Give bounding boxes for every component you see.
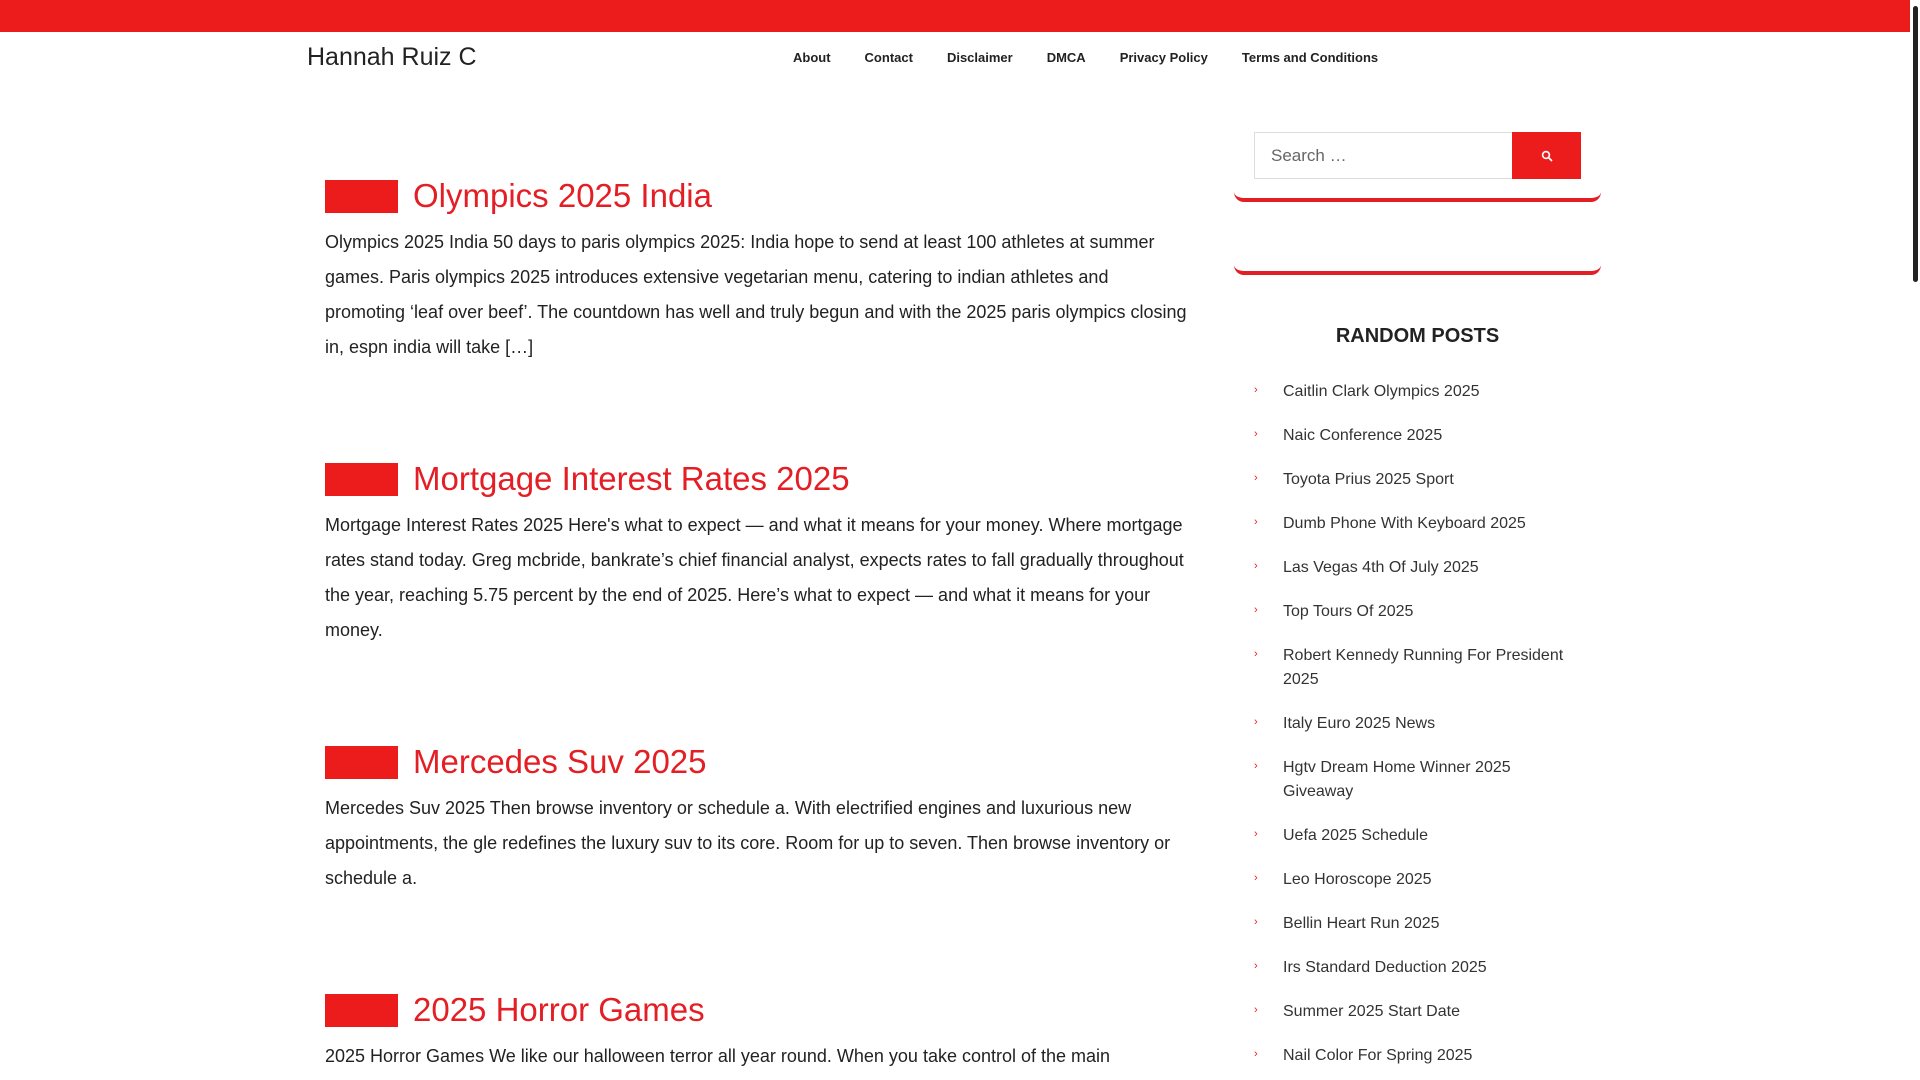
main-nav: [793, 50, 1378, 65]
random-post-item: [1254, 600, 1584, 624]
random-post-item: [1254, 756, 1584, 804]
site-header: [0, 32, 1910, 82]
category-badge[interactable]: [325, 463, 398, 496]
random-post-item: [1254, 468, 1584, 492]
chevron-right-icon: ›: [1254, 648, 1258, 660]
chevron-right-icon: ›: [1254, 472, 1258, 484]
random-post-item: [1254, 1000, 1584, 1024]
random-post-item: [1254, 380, 1584, 404]
scrollbar-thumb[interactable]: [1913, 6, 1918, 282]
random-post-item: [1254, 868, 1584, 892]
chevron-right-icon: ›: [1254, 960, 1258, 972]
post-item: [325, 742, 1190, 896]
random-post-item: [1254, 712, 1584, 736]
random-post-link[interactable]: Top Tours Of 2025: [1283, 603, 1414, 620]
post-title-link[interactable]: Mortgage Interest Rates 2025: [413, 460, 850, 497]
random-post-link[interactable]: Toyota Prius 2025 Sport: [1283, 471, 1454, 488]
random-post-link[interactable]: Robert Kennedy Running For President 2025: [1283, 647, 1564, 688]
nav-dmca[interactable]: DMCA: [1046, 50, 1086, 65]
random-post-link[interactable]: Hgtv Dream Home Winner 2025 Giveaway: [1283, 759, 1511, 800]
category-badge[interactable]: [325, 746, 398, 779]
random-post-link[interactable]: Naic Conference 2025: [1283, 427, 1443, 444]
nav-privacy-policy[interactable]: Privacy Policy: [1119, 50, 1208, 65]
post-item: [325, 459, 1190, 648]
random-post-link[interactable]: Uefa 2025 Schedule: [1283, 827, 1428, 844]
random-post-link[interactable]: Las Vegas 4th Of July 2025: [1283, 559, 1479, 576]
random-post-link[interactable]: Leo Horoscope 2025: [1283, 871, 1432, 888]
scrollbar[interactable]: [1910, 0, 1920, 1080]
chevron-right-icon: ›: [1254, 916, 1258, 928]
post-item: [325, 990, 1190, 1074]
chevron-right-icon: ›: [1254, 760, 1258, 772]
post-item: [325, 176, 1190, 365]
nav-contact[interactable]: Contact: [864, 50, 913, 65]
random-post-link[interactable]: Irs Standard Deduction 2025: [1283, 959, 1487, 976]
chevron-right-icon: ›: [1254, 428, 1258, 440]
chevron-right-icon: ›: [1254, 1048, 1258, 1060]
chevron-right-icon: ›: [1254, 384, 1258, 396]
nav-disclaimer[interactable]: Disclaimer: [946, 50, 1013, 65]
random-post-item: [1254, 1044, 1584, 1068]
random-post-item: [1254, 512, 1584, 536]
search-icon: [1541, 150, 1553, 162]
post-excerpt: Mercedes Suv 2025 Then browse inventory or schedule a. With electrified engines and luxurious new appointments, the gle redefines the luxury suv to its core. Room for up to seven. Then browse inventory or schedule a.: [325, 798, 1171, 888]
nav-terms-and-conditions[interactable]: Terms and Conditions: [1241, 50, 1379, 65]
random-post-link[interactable]: Italy Euro 2025 News: [1283, 715, 1436, 732]
chevron-right-icon: ›: [1254, 1004, 1258, 1016]
search-button[interactable]: [1512, 132, 1581, 179]
random-post-item: [1254, 824, 1584, 848]
random-post-link[interactable]: Bellin Heart Run 2025: [1283, 915, 1440, 932]
chevron-right-icon: ›: [1254, 604, 1258, 616]
category-badge[interactable]: [325, 994, 398, 1027]
post-excerpt: Olympics 2025 India 50 days to paris olympics 2025: India hope to send at least 100 athletes at summer games. Paris olympics 2025 introduces extensive vegetarian menu, catering to indian athletes and promoting ‘leaf over beef’. The countdown has well and truly begun and with the 2025 paris olympics closing in, espn india will take […]: [325, 232, 1187, 357]
random-post-link[interactable]: Summer 2025 Start Date: [1283, 1003, 1460, 1020]
random-post-link[interactable]: Nail Color For Spring 2025: [1283, 1047, 1473, 1064]
post-header: [325, 990, 1190, 1030]
empty-widget: [1234, 202, 1601, 275]
post-title-link[interactable]: 2025 Horror Games: [413, 991, 705, 1028]
random-post-item: [1254, 956, 1584, 980]
random-post-item: [1254, 556, 1584, 580]
category-badge[interactable]: [325, 180, 398, 213]
random-posts-heading: RANDOM POSTS: [1335, 325, 1500, 347]
post-header: [325, 742, 1190, 782]
site-title[interactable]: Hannah Ruiz C: [307, 43, 477, 71]
search-widget: [1234, 132, 1601, 202]
random-post-item: [1254, 644, 1584, 692]
random-post-item: [1254, 424, 1584, 448]
chevron-right-icon: ›: [1254, 560, 1258, 572]
random-post-link[interactable]: Caitlin Clark Olympics 2025: [1283, 383, 1480, 400]
post-excerpt: 2025 Horror Games We like our halloween terror all year round. When you take control of the main: [325, 1046, 1111, 1066]
chevron-right-icon: ›: [1254, 716, 1258, 728]
post-header: [325, 459, 1190, 499]
search-input[interactable]: [1254, 132, 1512, 179]
random-post-item: [1254, 912, 1584, 936]
chevron-right-icon: ›: [1254, 516, 1258, 528]
random-post-link[interactable]: Dumb Phone With Keyboard 2025: [1283, 515, 1526, 532]
chevron-right-icon: ›: [1254, 828, 1258, 840]
chevron-right-icon: ›: [1254, 872, 1258, 884]
post-header: [325, 176, 1190, 216]
random-posts-list: [1254, 380, 1584, 1080]
top-accent-bar: [0, 0, 1920, 32]
post-excerpt: Mortgage Interest Rates 2025 Here's what to expect — and what it means for your money. Where mortgage rates stand today. Greg mcbride, bankrate’s chief financial analyst, expects rates to fall gradually throughout the year, reaching 5.75 percent by the end of 2025. Here’s what to expect — and what it means for your money.: [325, 515, 1184, 640]
nav-about[interactable]: About: [793, 50, 831, 65]
post-title-link[interactable]: Mercedes Suv 2025: [413, 743, 707, 780]
post-title-link[interactable]: Olympics 2025 India: [413, 177, 712, 214]
